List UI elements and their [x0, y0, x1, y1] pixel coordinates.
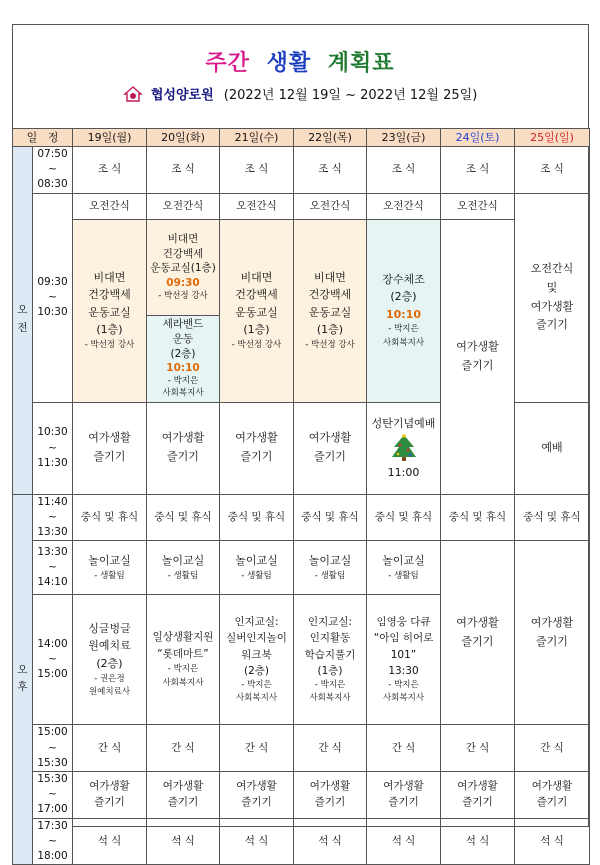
- cell-snack: 간 식: [147, 725, 220, 772]
- table-row: [13, 193, 590, 219]
- title-part-3: 계획표: [327, 51, 395, 76]
- cell-leisure: 여가생활 즐기기: [294, 771, 367, 818]
- cell-sat-afternoon: 여가생활 즐기기: [441, 541, 515, 725]
- day-header-wed: 21일(수): [220, 129, 294, 147]
- cell-play-class: 놀이교실 - 생활팀: [367, 541, 441, 595]
- page-title: [0, 46, 600, 77]
- cell-exercise-mon: 비대면 건강백세 운동교실 (1층) - 박선정 강사: [73, 219, 147, 402]
- cell-breakfast: 조 식: [147, 147, 220, 194]
- table-row: [13, 725, 590, 772]
- day-header-mon: 19일(월): [73, 129, 147, 147]
- cell-lunch: 중식 및 휴식: [147, 494, 220, 541]
- cell-gardening: 싱글벙글 원예치료 (2층) - 권은정 원예치료사: [73, 595, 147, 725]
- cell-breakfast: 조 식: [220, 147, 294, 194]
- cell-worship: 예배: [515, 402, 590, 494]
- table-row: [13, 219, 590, 402]
- cell-lunch: 중식 및 휴식: [73, 494, 147, 541]
- cell-leisure: 여가생활 즐기기: [294, 402, 367, 494]
- cell-play-class: 놀이교실 - 생활팀: [220, 541, 294, 595]
- tue-band-block: 세라밴드 운동 (2층) 10:10 - 박지은 사회복지사: [147, 315, 219, 402]
- table-row: [13, 818, 590, 865]
- cell-sat-leisure: 여가생활 즐기기: [441, 219, 515, 494]
- weekly-schedule-table: [12, 128, 590, 865]
- time-slot: 15:00 ~ 15:30: [33, 725, 73, 772]
- cell-exercise-thu: 비대면 건강백세 운동교실 (1층) - 박선정 강사: [294, 219, 367, 402]
- title-part-2: 생활: [266, 51, 312, 76]
- cell-snack: 간 식: [515, 725, 590, 772]
- time-slot: 11:40 ~ 13:30: [33, 494, 73, 541]
- time-slot: 10:30 ~ 11:30: [33, 402, 73, 494]
- cell-snack-am: 오전간식: [294, 193, 367, 219]
- cell-cognitive-wed: 인지교실: 실버인지놀이 워크북 (2층) - 박지은 사회복지사: [220, 595, 294, 725]
- day-header-tue: 20일(화): [147, 129, 220, 147]
- cell-leisure: 여가생활 즐기기: [73, 402, 147, 494]
- cell-cognitive-thu: 인지교실: 인지활동 학습지풀기 (1층) - 박지은 사회복지사: [294, 595, 367, 725]
- christmas-tree-icon: [389, 433, 419, 463]
- cell-snack-am: 오전간식: [220, 193, 294, 219]
- cell-tue-morning: [147, 219, 220, 402]
- section-morning: 오 전: [13, 147, 33, 495]
- cell-sun-morning: 오전간식 및 여가생활 즐기기: [515, 193, 590, 402]
- day-header-thu: 22일(목): [294, 129, 367, 147]
- cell-lunch: 중식 및 휴식: [294, 494, 367, 541]
- cell-dinner: 석 식: [441, 818, 515, 865]
- cell-play-class: 놀이교실 - 생활팀: [294, 541, 367, 595]
- cell-dinner: 석 식: [73, 818, 147, 865]
- cell-dinner: 석 식: [147, 818, 220, 865]
- cell-leisure: 여가생활 즐기기: [73, 771, 147, 818]
- time-slot: 07:50 ~ 08:30: [33, 147, 73, 194]
- time-slot: 14:00 ~ 15:00: [33, 595, 73, 725]
- cell-dinner: 석 식: [220, 818, 294, 865]
- cell-christmas-service: 성탄기념예배 11:00: [367, 402, 441, 494]
- header-label: 일 정: [13, 129, 73, 147]
- day-header-sun: 25일(일): [515, 129, 590, 147]
- cell-dinner: 석 식: [515, 818, 590, 865]
- cell-play-class: 놀이교실 - 생활팀: [73, 541, 147, 595]
- cell-lunch: 중식 및 휴식: [367, 494, 441, 541]
- cell-snack-am: 오전간식: [367, 193, 441, 219]
- table-row: [13, 147, 590, 194]
- cell-dinner: 석 식: [367, 818, 441, 865]
- cell-lunch: 중식 및 휴식: [515, 494, 590, 541]
- cell-leisure: 여가생활 즐기기: [220, 402, 294, 494]
- cell-snack: 간 식: [73, 725, 147, 772]
- cell-dinner: 석 식: [294, 818, 367, 865]
- house-logo-icon: [123, 86, 143, 102]
- cell-leisure: 여가생활 즐기기: [147, 402, 220, 494]
- cell-longevity-fri: 장수체조 (2층) 10:10 - 박지은 사회복지사: [367, 219, 441, 402]
- cell-breakfast: 조 식: [367, 147, 441, 194]
- cell-sun-afternoon: 여가생활 즐기기: [515, 541, 590, 725]
- cell-documentary: 임영웅 다큐 “아임 히어로 101” 13:30 - 박지은 사회복지사: [367, 595, 441, 725]
- cell-leisure: 여가생활 즐기기: [441, 771, 515, 818]
- title-part-1: 주간: [205, 51, 250, 76]
- time-slot: 17:30 ~ 18:00: [33, 818, 73, 865]
- organization-name: 협성양로원: [150, 88, 214, 103]
- cell-leisure: 여가생활 즐기기: [220, 771, 294, 818]
- day-header-fri: 23일(금): [367, 129, 441, 147]
- subtitle: [0, 84, 600, 103]
- cell-snack: 간 식: [294, 725, 367, 772]
- cell-leisure: 여가생활 즐기기: [367, 771, 441, 818]
- cell-shopping-support: 일상생활지원 “롯데마트” - 박지은 사회복지사: [147, 595, 220, 725]
- cell-exercise-wed: 비대면 건강백세 운동교실 (1층) - 박선정 강사: [220, 219, 294, 402]
- cell-breakfast: 조 식: [294, 147, 367, 194]
- cell-breakfast: 조 식: [73, 147, 147, 194]
- cell-snack: 간 식: [441, 725, 515, 772]
- cell-breakfast: 조 식: [441, 147, 515, 194]
- cell-snack-am: 오전간식: [147, 193, 220, 219]
- cell-snack: 간 식: [367, 725, 441, 772]
- section-afternoon: 오 후: [13, 494, 33, 865]
- table-row: [13, 771, 590, 818]
- time-slot: 15:30 ~ 17:00: [33, 771, 73, 818]
- cell-snack-am: 오전간식: [441, 193, 515, 219]
- time-slot: 09:30 ~ 10:30: [33, 193, 73, 402]
- cell-play-class: 놀이교실 - 생활팀: [147, 541, 220, 595]
- cell-snack: 간 식: [220, 725, 294, 772]
- time-slot: 13:30 ~ 14:10: [33, 541, 73, 595]
- table-row: [13, 494, 590, 541]
- header-row: [13, 129, 590, 147]
- cell-snack-am: 오전간식: [73, 193, 147, 219]
- tue-exercise-block: 비대면 건강백세 운동교실(1층) 09:30 - 박선정 강사: [147, 220, 219, 315]
- schedule-period: (2022년 12월 19일 ~ 2022년 12월 25일): [223, 88, 478, 103]
- cell-lunch: 중식 및 휴식: [441, 494, 515, 541]
- table-row: [13, 541, 590, 595]
- day-header-sat: 24일(토): [441, 129, 515, 147]
- cell-breakfast: 조 식: [515, 147, 590, 194]
- cell-leisure: 여가생활 즐기기: [515, 771, 590, 818]
- cell-lunch: 중식 및 휴식: [220, 494, 294, 541]
- cell-leisure: 여가생활 즐기기: [147, 771, 220, 818]
